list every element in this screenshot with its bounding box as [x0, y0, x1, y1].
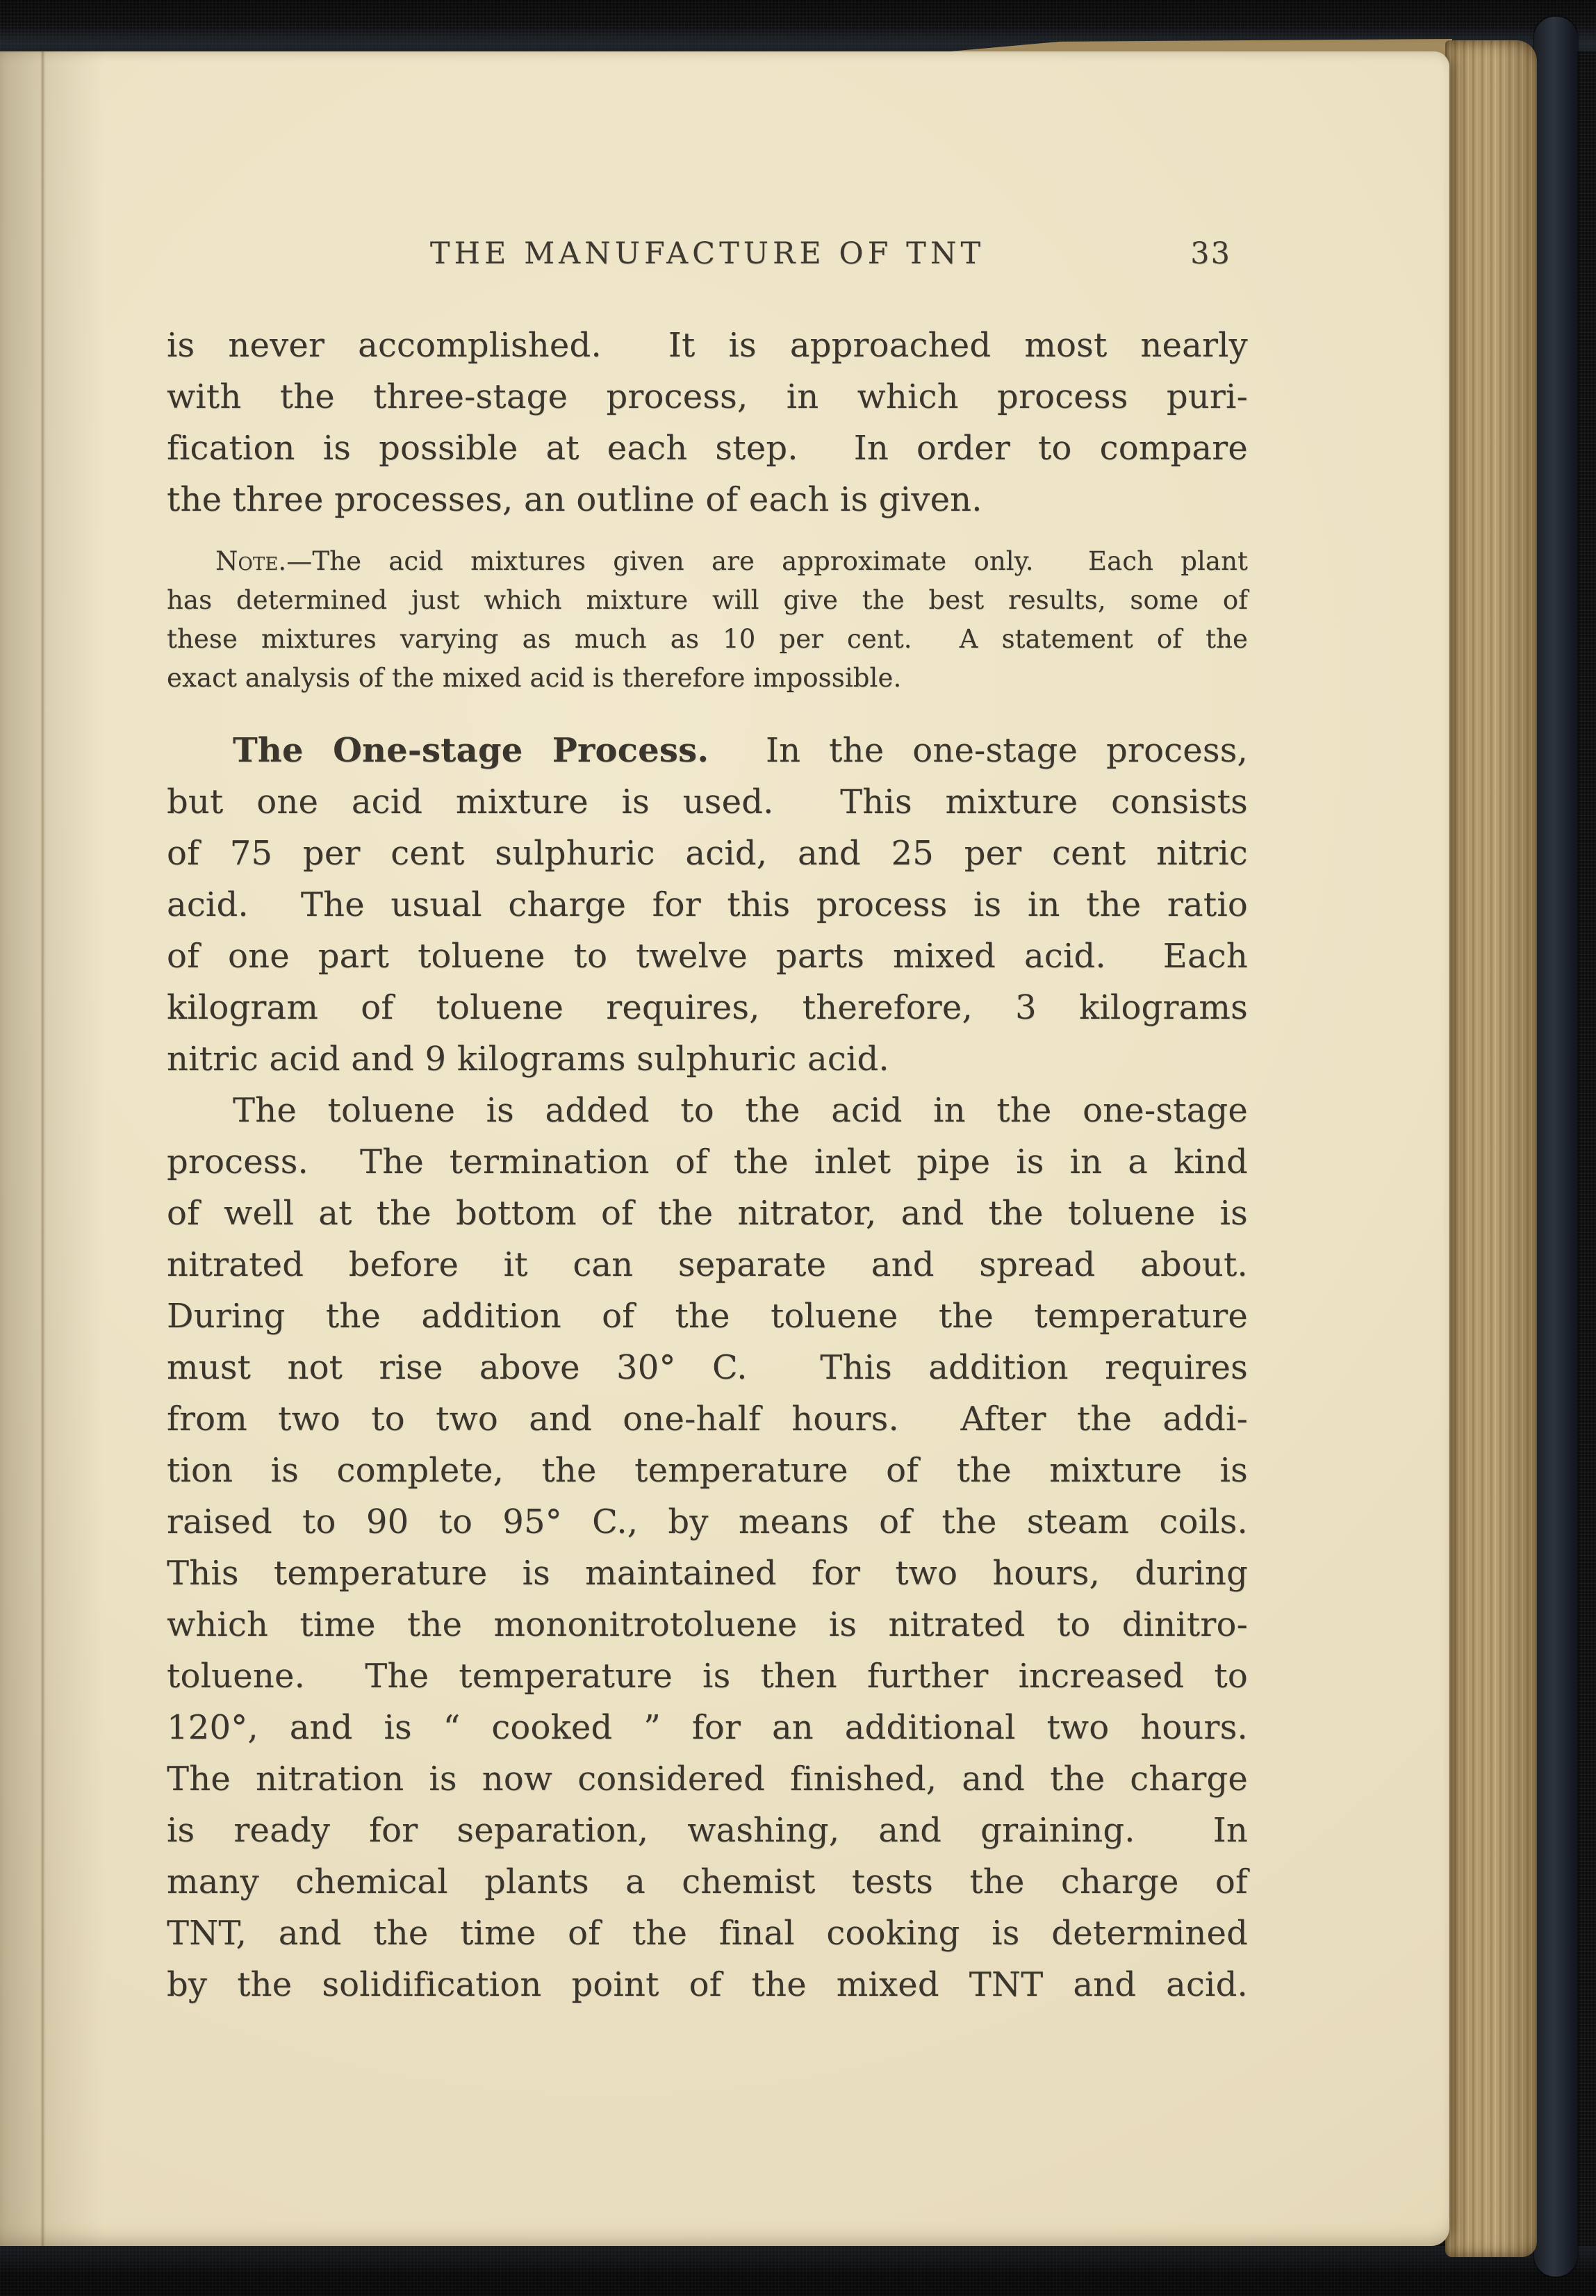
text-line: This temperature is maintained for two hours, during [167, 1554, 1248, 1593]
text-line: nitric acid and 9 kilograms sulphuric acid. [167, 1040, 889, 1079]
text-line [167, 542, 1248, 581]
paragraph-toluene-addition [167, 1085, 1248, 2010]
paragraph-intro [167, 320, 1248, 525]
note-first-line-text: —The acid mixtures given are approximate only. Each plant [286, 546, 1248, 576]
page-gutter-crease [40, 51, 46, 2246]
text-line: nitrated before it can separate and spread about. [167, 1245, 1248, 1284]
book-page [0, 51, 1449, 2246]
text-line: The toluene is added to the acid in the one-stage [233, 1091, 1248, 1130]
text-line: with the three-stage process, in which process puri- [167, 377, 1248, 416]
text-line: of one part toluene to twelve parts mixed acid. Each [167, 937, 1248, 976]
paragraph-note [167, 542, 1248, 698]
text-line: these mixtures varying as much as 10 per cent. A statement of the [167, 624, 1248, 654]
page-gutter-shadow [0, 51, 104, 2246]
text-line: The nitration is now considered finished, and the charge [167, 1760, 1248, 1798]
text-line: process. The termination of the inlet pipe is in a kind [167, 1142, 1248, 1181]
text-line: fication is possible at each step. In order to compare [167, 429, 1248, 468]
note-label: Note. [215, 546, 287, 576]
text-line: has determined just which mixture will give the best results, some of [167, 585, 1248, 615]
text-line: must not rise above 30° C. This addition requires [167, 1348, 1248, 1387]
text-line: is never accomplished. It is approached most nearly [167, 326, 1248, 365]
page-text-block [167, 320, 1248, 2010]
page-number: 33 [1190, 236, 1231, 271]
one-stage-heading: The One-stage Process. [233, 731, 709, 770]
text-line: tion is complete, the temperature of the mixture is [167, 1451, 1248, 1490]
running-header [167, 236, 1248, 275]
text-line: but one acid mixture is used. This mixture consists [167, 782, 1248, 821]
text-line: raised to 90 to 95° C., by means of the steam coils. [167, 1502, 1248, 1541]
page-fore-edge [1445, 40, 1537, 2257]
text-line: by the solidification point of the mixed TNT and acid. [167, 1965, 1248, 2004]
text-line: TNT, and the time of the final cooking is determined [167, 1914, 1248, 1953]
text-line: During the addition of the toluene the temperature [167, 1297, 1248, 1336]
book-cover-right-board-edge [1534, 17, 1577, 2277]
text-line: exact analysis of the mixed acid is therefore impossible. [167, 663, 902, 693]
running-title: THE MANUFACTURE OF TNT [429, 236, 985, 271]
text-line: many chemical plants a chemist tests the charge of [167, 1862, 1248, 1901]
text-line: toluene. The temperature is then further increased to [167, 1657, 1248, 1696]
text-line [167, 725, 1248, 776]
text-line: the three processes, an outline of each is given. [167, 480, 982, 519]
text-line: from two to two and one-half hours. After the addi- [167, 1400, 1248, 1438]
text-line: of 75 per cent sulphuric acid, and 25 per cent nitric [167, 834, 1248, 873]
text-line: 120°, and is “ cooked ” for an additional two hours. [167, 1708, 1248, 1747]
one-stage-first-line-text: In the one-stage process, [709, 731, 1248, 770]
paragraph-one-stage-process [167, 725, 1248, 1085]
text-line: acid. The usual charge for this process is in the ratio [167, 885, 1248, 924]
text-line: which time the mononitrotoluene is nitrated to dinitro- [167, 1605, 1248, 1644]
book-cover-bottom-edge [0, 2246, 1596, 2296]
text-line: of well at the bottom of the nitrator, and the toluene is [167, 1194, 1248, 1233]
text-line: is ready for separation, washing, and graining. In [167, 1811, 1248, 1850]
text-line: kilogram of toluene requires, therefore, 3 kilograms [167, 988, 1248, 1027]
